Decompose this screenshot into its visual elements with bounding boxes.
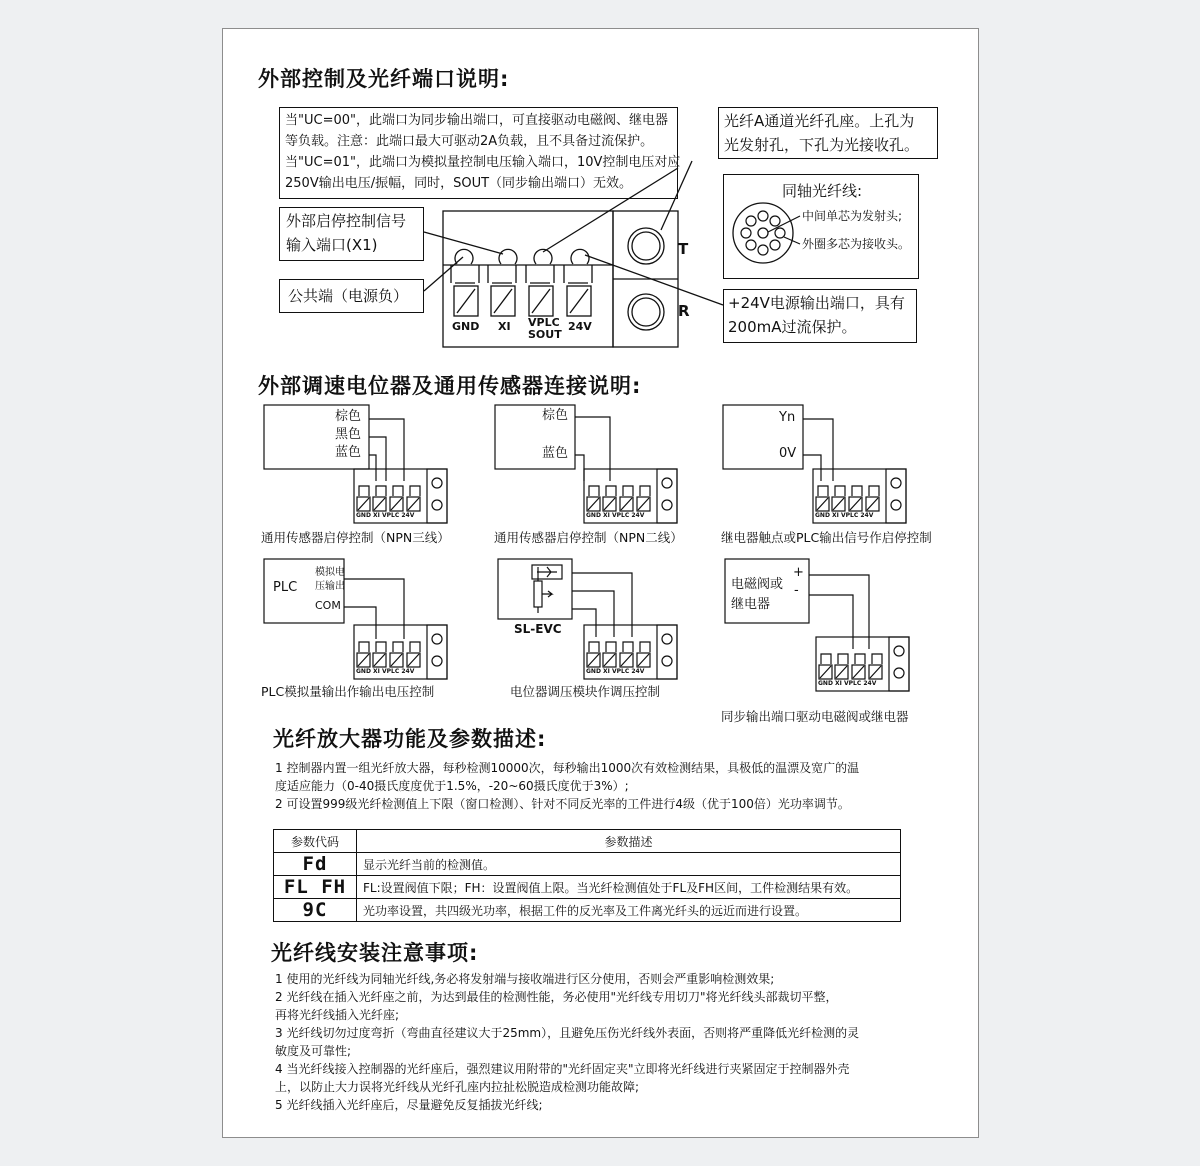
v24-note-line: +24V电源输出端口，具有 <box>728 294 905 312</box>
fiber-tx-hole <box>628 228 664 264</box>
note-line: 4 当光纤线接入控制器的光纤座后，强烈建议用附带的"光纤固定夹"立即将光纤线进行夹紧固定于控制器外壳 <box>275 1062 850 1076</box>
amplifier-paragraph: 2 可设置999级光纤检测值上下限（窗口检测）、针对不同反光率的工件进行4级（优于100倍）光功率调节。 <box>275 797 850 811</box>
table-row <box>274 853 901 876</box>
analog-label-line: 压输出 <box>315 581 345 592</box>
diagram-caption: 通用传感器启停控制（NPN三线） <box>261 530 450 545</box>
note-line: 2 光纤线在插入光纤座之前，为达到最佳的检测性能，务必使用"光纤线专用切刀"将光纤线头部裁切平整， <box>275 990 838 1004</box>
uc-note-line: 当"UC=00"，此端口为同步输出端口，可直接驱动电磁阀、继电器 <box>285 113 668 128</box>
com-label: COM <box>315 599 341 612</box>
mini-terminal-labels: GND XI VPLC 24V <box>356 512 415 519</box>
diagram-caption: PLC模拟量输出作输出电压控制 <box>261 684 435 699</box>
uc-note-line: 等负载。注意：此端口最大可驱动2A负载，且不具备过流保护。 <box>285 134 654 149</box>
coax-core-label: 中间单芯为发射头; <box>802 209 903 223</box>
x1-note-line: 输入端口(X1) <box>286 236 378 254</box>
mini-terminal-labels: GND XI VPLC 24V <box>586 512 645 519</box>
wiring-diagram-solenoid <box>721 557 961 724</box>
param-code: Fd <box>274 853 357 876</box>
v24-note-line: 200mA过流保护。 <box>728 318 857 336</box>
diagram-caption: 电位器调压模块作调压控制 <box>510 684 661 699</box>
wiring-diagram-potentiometer <box>492 557 722 701</box>
param-code: 9C <box>274 899 357 922</box>
plc-label: PLC <box>273 580 298 595</box>
wire-label-yn: Yn <box>779 410 796 425</box>
table-row <box>274 899 901 922</box>
wire-label-0v: 0V <box>779 446 797 461</box>
wire-label-blue: 蓝色 <box>542 446 569 461</box>
wiring-diagram-plc-analog <box>259 557 489 701</box>
wire-label-black: 黑色 <box>335 427 362 442</box>
wiring-diagram-npn2 <box>492 403 722 547</box>
section2-title: 外部调速电位器及通用传感器连接说明: <box>258 374 642 398</box>
note-line: 3 光纤线切勿过度弯折（弯曲直径建议大于25mm），且避免压伤光纤线外表面，否则将严重降低光纤检测的灵 <box>275 1026 860 1040</box>
parameter-table <box>273 829 901 922</box>
analog-label-line: 模拟电 <box>315 567 345 578</box>
note-line: 上，以防止大力误将光纤线从光纤孔座内拉扯松脱造成检测功能故障; <box>275 1080 640 1094</box>
note-line: 1 使用的光纤线为同轴光纤线,务必将发射端与接收端进行区分使用，否则会严重影响检测效果; <box>275 972 775 986</box>
terminal-label-vplc: VPLC <box>528 316 560 329</box>
wire-label-brown: 棕色 <box>542 408 569 423</box>
param-desc: 光功率设置，共四级光功率，根据工件的反光率及工件离光纤头的远近而进行设置。 <box>357 899 901 922</box>
table-row <box>274 876 901 899</box>
uc-note-line: 当"UC=01"，此端口为模拟量控制电压输入端口，10V控制电压对应 <box>285 155 681 170</box>
solenoid-label-line: 电磁阀或 <box>731 577 784 592</box>
wiring-diagram-npn3 <box>259 403 489 547</box>
mini-terminal-labels: GND XI VPLC 24V <box>586 668 645 675</box>
table-header-row <box>274 830 901 853</box>
param-desc: 显示光纤当前的检测值。 <box>357 853 901 876</box>
coax-title: 同轴光纤线: <box>782 182 863 200</box>
amplifier-description <box>275 759 859 813</box>
mini-terminal-labels: GND XI VPLC 24V <box>815 512 874 519</box>
table-header: 参数代码 <box>274 830 357 853</box>
wiring-diagram-relay-plc <box>721 403 961 547</box>
section4-title: 光纤线安装注意事项: <box>271 941 479 965</box>
plus-label: + <box>793 565 804 580</box>
note-line: 5 光纤线插入光纤座后，尽量避免反复插拔光纤线; <box>275 1098 543 1112</box>
fiber-note-line: 光纤A通道光纤孔座。上孔为 <box>724 112 915 130</box>
installation-notes <box>275 970 859 1114</box>
coax-outer-label: 外圈多芯为接收头。 <box>802 237 911 251</box>
wire-label-brown: 棕色 <box>335 409 362 424</box>
fiber-rx-hole <box>628 294 664 330</box>
param-desc: FL:设置阀值下限；FH：设置阀值上限。当光纤检测值处于FL及FH区间，工件检测结果有效。 <box>357 876 901 899</box>
sl-evc-label: SL-EVC <box>514 622 562 636</box>
section3-title: 光纤放大器功能及参数描述: <box>273 727 547 751</box>
note-line: 敏度及可靠性; <box>275 1044 352 1058</box>
note-line: 再将光纤线插入光纤座; <box>275 1008 400 1022</box>
solenoid-label-line: 继电器 <box>731 597 771 612</box>
uc-note-line: 250V输出电压/振幅，同时，SOUT（同步输出端口）无效。 <box>285 176 633 191</box>
amplifier-paragraph: 1 控制器内置一组光纤放大器，每秒检测10000次，每秒输出1000次有效检测结果，具极低的温漂及宽广的温 <box>275 761 860 775</box>
diagram-caption: 继电器触点或PLC输出信号作启停控制 <box>721 530 932 545</box>
amplifier-paragraph: 度适应能力（0-40摄氏度度优于1.5%，-20~60摄氏度优于3%）; <box>275 779 629 793</box>
main-terminal-diagram <box>223 29 978 359</box>
minus-label: - <box>794 583 799 598</box>
fiber-note-line: 光发射孔，下孔为光接收孔。 <box>724 136 920 154</box>
wire-label-blue: 蓝色 <box>335 445 362 460</box>
mini-terminal-labels: GND XI VPLC 24V <box>818 680 877 687</box>
manual-page <box>222 28 979 1138</box>
terminal-label-x1: XI <box>498 320 511 333</box>
terminal-label-gnd: GND <box>452 320 480 333</box>
diagram-caption: 同步输出端口驱动电磁阀或继电器 <box>721 709 909 724</box>
fiber-label-r: R <box>678 302 690 320</box>
x1-note-line: 外部启停控制信号 <box>286 212 407 230</box>
section1-title: 外部控制及光纤端口说明: <box>258 67 510 91</box>
table-header: 参数描述 <box>357 830 901 853</box>
diagram-caption: 通用传感器启停控制（NPN二线） <box>494 530 683 545</box>
fiber-label-t: T <box>678 240 689 258</box>
terminal-label-sout: SOUT <box>528 328 562 341</box>
gnd-note-text: 公共端（电源负） <box>288 287 409 305</box>
terminal-label-24v: 24V <box>568 320 592 333</box>
param-code: FL FH <box>274 876 357 899</box>
mini-terminal-labels: GND XI VPLC 24V <box>356 668 415 675</box>
